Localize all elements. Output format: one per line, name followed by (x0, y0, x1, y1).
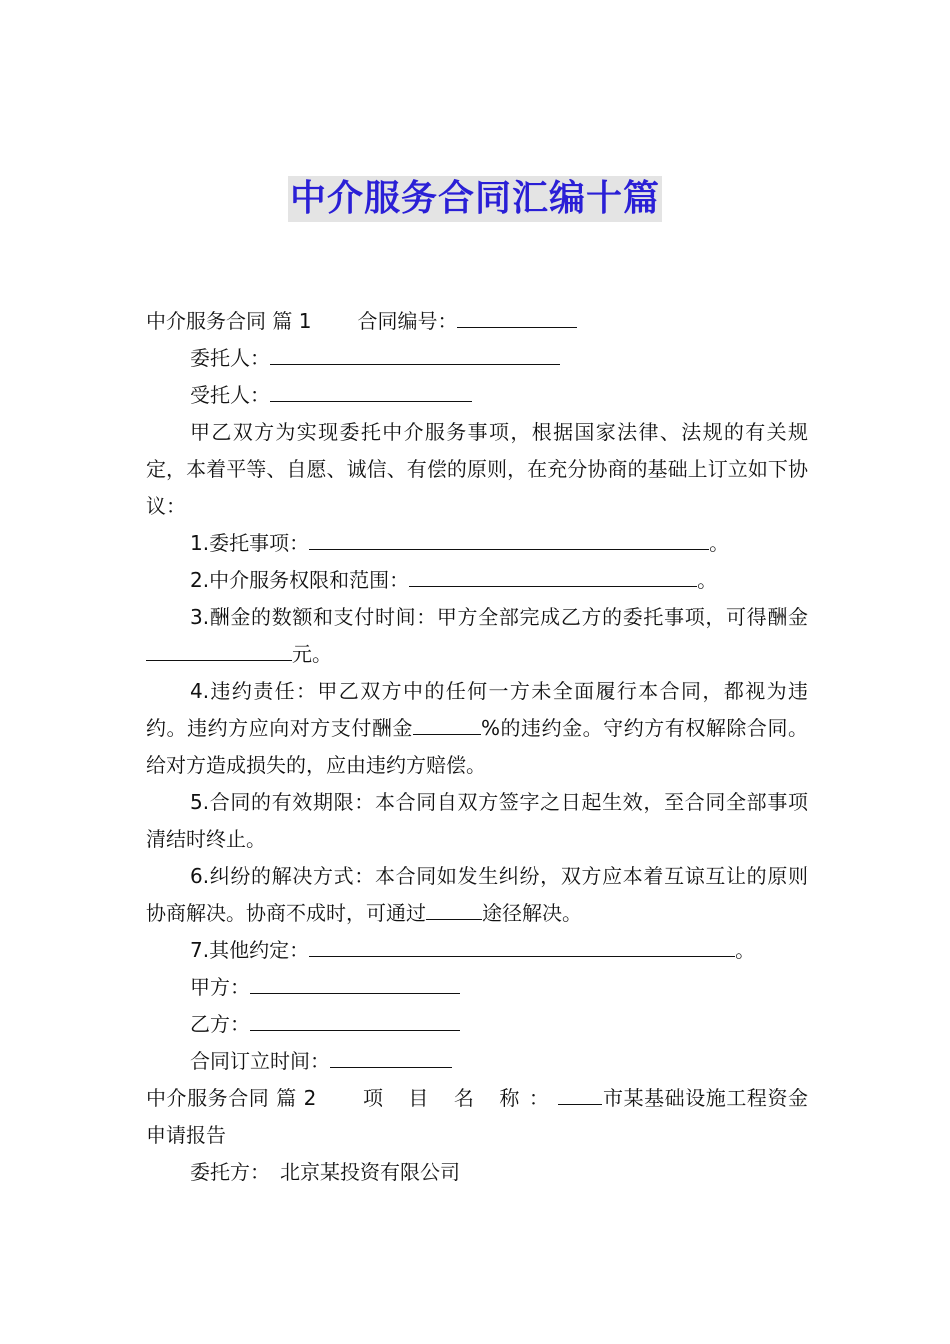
client-line (146, 340, 808, 377)
contract1-heading-line (146, 303, 808, 340)
item3-text: 3.酬金的数额和支付时间：甲方全部完成乙方的委托事项，可得酬金 (190, 605, 808, 629)
item7-label: 7.其他约定： (190, 938, 310, 962)
item6-text: 6.纠纷的解决方式：本合同如发生纠纷，双方应本着互谅互让的原则协商解决。协商不成时，可通过 (146, 864, 808, 925)
title-block (0, 176, 950, 222)
party-a-blank (250, 970, 460, 994)
item4-blank (413, 711, 481, 735)
item6-end: 途径解决。 (482, 901, 582, 925)
item2-line (146, 562, 808, 599)
item1-end: 。 (709, 531, 730, 555)
item3-end: 元。 (292, 642, 332, 666)
date-blank (330, 1044, 452, 1068)
item3-blank (146, 637, 292, 661)
client-label: 委托人： (190, 346, 270, 370)
date-line (146, 1043, 808, 1080)
item4-paragraph (146, 673, 808, 784)
contract1-heading: 中介服务合同 篇 1 (146, 309, 312, 333)
date-label: 合同订立时间： (190, 1049, 330, 1073)
item1-line (146, 525, 808, 562)
contract2-client-value: 北京某投资有限公司 (280, 1160, 460, 1184)
item6-paragraph (146, 858, 808, 932)
contract2-client-label: 委托方： (190, 1160, 270, 1184)
party-b-label: 乙方： (190, 1012, 250, 1036)
agent-blank (270, 378, 472, 402)
project-blank (558, 1081, 602, 1105)
item2-blank (409, 563, 697, 587)
item7-blank (309, 933, 735, 957)
contract2-client-line (146, 1154, 808, 1191)
item7-line (146, 932, 808, 969)
item4-text: 4.违约责任：甲乙双方中的任何一方未全面履行本合同，都视为违约。违约方应向对方支付酬金 (146, 679, 808, 740)
project-label: 项 目 名 称： (362, 1086, 559, 1110)
intro-paragraph: 甲乙双方为实现委托中介服务事项，根据国家法律、法规的有关规定，本着平等、自愿、诚信、有偿的原则，在充分协商的基础上订立如下协议： (146, 420, 808, 518)
agent-line (146, 377, 808, 414)
document-body (146, 303, 808, 1191)
client-blank (270, 341, 560, 365)
contract-number-blank (457, 304, 577, 328)
item1-blank (309, 526, 709, 550)
item5-paragraph: 5.合同的有效期限：本合同自双方签字之日起生效，至合同全部事项清结时终止。 (146, 790, 808, 851)
item2-end: 。 (697, 568, 718, 592)
party-b-blank (250, 1007, 460, 1031)
party-a-line (146, 969, 808, 1006)
contract-number-label: 合同编号： (357, 309, 458, 333)
document-title: 中介服务合同汇编十篇 (288, 176, 662, 222)
contract2-heading-line (146, 1080, 808, 1154)
item1-label: 1.委托事项： (190, 531, 310, 555)
party-a-label: 甲方： (190, 975, 250, 999)
contract2-heading: 中介服务合同 篇 2 (146, 1086, 317, 1110)
party-b-line (146, 1006, 808, 1043)
item2-label: 2.中介服务权限和范围： (190, 568, 410, 592)
item7-end: 。 (735, 938, 756, 962)
agent-label: 受托人： (190, 383, 270, 407)
item6-blank (426, 896, 482, 920)
item4-end: %的违约金。守约方有权解除合同。给对方造成损失的，应由违约方赔偿。 (146, 716, 808, 777)
project-value: 市某基础设施工程资金申请报告 (146, 1086, 808, 1147)
item3-paragraph (146, 599, 808, 673)
